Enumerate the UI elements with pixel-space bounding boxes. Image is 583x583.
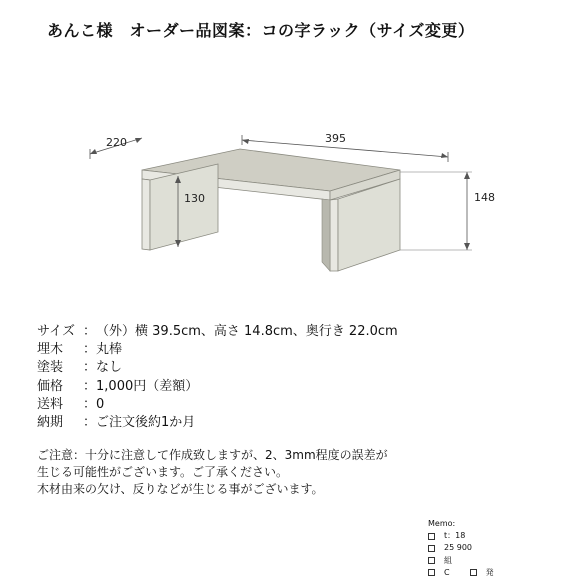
depth-label: 220 — [106, 136, 127, 149]
spec-value: ご注文後約1か月 — [96, 415, 196, 431]
spec-sep: ： — [83, 396, 97, 412]
spec-value: 1,000円（差額） — [96, 378, 199, 394]
spec-sep: ： — [83, 324, 97, 339]
spec-row-filler — [37, 341, 398, 359]
spec-value: 丸棒 — [96, 342, 123, 358]
memo-text: 25 900 — [444, 543, 472, 553]
memo-row — [428, 542, 494, 554]
width-label: 395 — [325, 132, 346, 145]
spec-sep: ： — [83, 378, 97, 394]
memo-text: 発 — [485, 567, 494, 577]
memo-text: C — [444, 567, 450, 577]
spec-sep: ： — [83, 342, 97, 358]
checkbox-icon — [428, 533, 435, 540]
memo-row — [428, 530, 494, 542]
memo-row — [428, 555, 494, 567]
notice-line: ご注意：十分に注意して作成致しますが、2、3mm程度の誤差が — [37, 448, 388, 462]
spec-row-size — [37, 323, 398, 341]
spec-sep: ： — [83, 360, 97, 376]
spec-label: 埋木 — [37, 342, 64, 358]
page-title: あんこ様 オーダー品図案：コの字ラック（サイズ変更） — [47, 21, 475, 40]
spec-row-finish — [37, 359, 398, 377]
inner-height-label: 130 — [184, 192, 205, 205]
outer-height-label: 148 — [474, 191, 495, 204]
depth-dimension — [90, 136, 142, 159]
spec-value: （外）横 39.5cm、高さ 14.8cm、奥行き 22.0cm — [96, 324, 398, 339]
right-leg-inner — [322, 199, 330, 271]
memo-row — [428, 567, 494, 579]
notice-line: 木材由来の欠け、反りなどが生じる事がございます。 — [37, 482, 324, 496]
spec-value: 0 — [96, 396, 105, 412]
spec-sep: ： — [83, 415, 97, 431]
checkbox-icon — [470, 569, 477, 576]
notice-block — [37, 447, 388, 498]
spec-label: 価格 — [37, 378, 64, 394]
right-leg-front — [330, 199, 338, 271]
spec-label: 送料 — [37, 396, 64, 412]
checkbox-icon — [428, 569, 435, 576]
spec-row-shipping — [37, 396, 398, 414]
memo-block — [428, 518, 494, 579]
memo-text: 組 — [444, 555, 452, 565]
outer-height-dimension — [464, 172, 495, 250]
spec-label: サイズ — [37, 324, 75, 339]
spec-row-delivery — [37, 414, 398, 432]
left-leg-front — [142, 179, 150, 250]
spec-list — [37, 323, 398, 432]
spec-row-price — [37, 378, 398, 396]
notice-line: 生じる可能性がございます。ご了承ください。 — [37, 465, 289, 479]
rack-body — [142, 149, 400, 271]
spec-label: 塗装 — [37, 360, 64, 376]
spec-label: 納期 — [37, 415, 64, 431]
memo-text: t：18 — [444, 531, 466, 541]
checkbox-icon — [428, 545, 435, 552]
checkbox-icon — [428, 557, 435, 564]
memo-title: Memo: — [428, 519, 456, 528]
spec-value: なし — [96, 360, 123, 376]
